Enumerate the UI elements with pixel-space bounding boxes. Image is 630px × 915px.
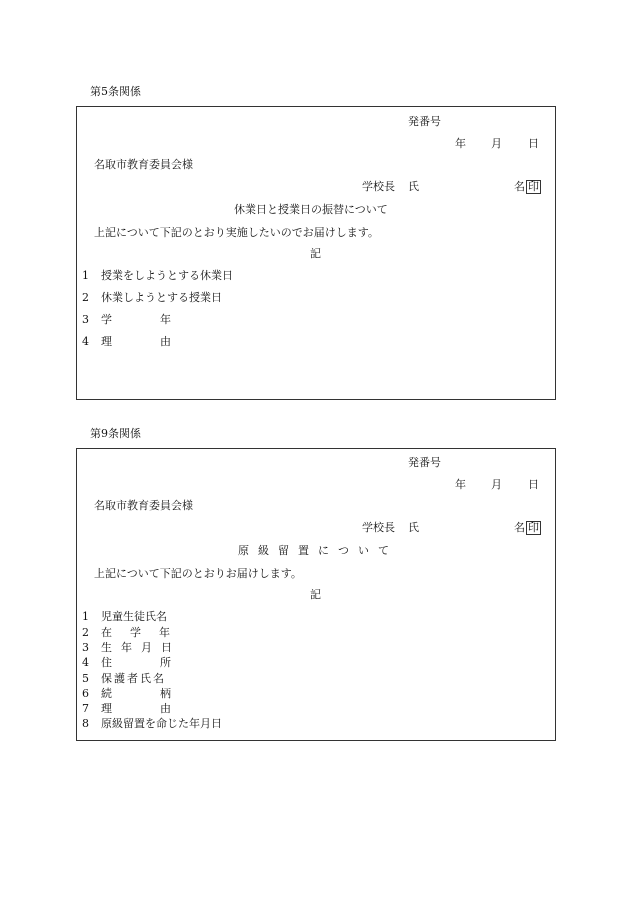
document-title [238, 545, 389, 556]
list-item [82, 642, 172, 653]
issue-number-label: 発番号 [408, 456, 441, 469]
ki-heading: 記 [310, 247, 321, 260]
principal-label: 学校長 [362, 180, 395, 193]
item-number: 7 [82, 702, 89, 715]
list-item [82, 270, 233, 281]
item-char: 柄 [160, 687, 171, 700]
title-char: い [358, 544, 369, 557]
body-text: 上記について下記のとおり実施したいのでお届けします。 [94, 226, 379, 239]
item-char: 所 [160, 656, 171, 669]
list-item [82, 657, 171, 668]
item-char: 住 [101, 656, 112, 669]
list-item [82, 718, 222, 729]
name-label-first: 氏 [408, 180, 419, 193]
name-label-second: 名 [514, 521, 525, 534]
item-label-b: 年 [160, 313, 171, 326]
name-seal-group [514, 180, 541, 194]
title-char: つ [338, 544, 349, 557]
date-year: 年 [455, 137, 466, 150]
list-item [82, 673, 164, 684]
section1-heading: 第5条関係 [90, 85, 141, 98]
item-char: 続 [101, 687, 112, 700]
title-char: 留 [278, 544, 289, 557]
issue-number-label: 発番号 [408, 115, 441, 128]
item-char: 日 [161, 641, 172, 654]
item-number: 2 [82, 291, 89, 304]
item-label: 原級留置を命じた年月日 [101, 717, 222, 730]
date-year: 年 [455, 478, 466, 491]
section2-heading: 第9条関係 [90, 427, 141, 440]
list-item [82, 314, 171, 325]
date-day: 日 [528, 478, 539, 491]
title-char: 置 [298, 544, 309, 557]
list-item [82, 611, 167, 622]
list-item [82, 703, 171, 714]
item-char: 名 [153, 672, 164, 685]
item-number: 8 [82, 717, 89, 730]
item-label-b: 由 [160, 335, 171, 348]
item-number: 1 [82, 269, 89, 282]
date-day: 日 [528, 137, 539, 150]
date-month: 月 [491, 478, 502, 491]
item-char: 年 [121, 641, 132, 654]
item-number: 5 [82, 672, 89, 685]
item-label: 児童生徒氏名 [101, 610, 167, 623]
item-number: 3 [82, 313, 89, 326]
item-label: 授業をしようとする休業日 [101, 269, 233, 282]
item-char: 年 [159, 626, 170, 639]
item-char: 理 [101, 702, 112, 715]
item-label-a: 理 [101, 335, 112, 348]
item-char: 者 [127, 672, 138, 685]
item-label: 休業しようとする授業日 [101, 291, 222, 304]
addressee: 名取市教育委員会様 [94, 499, 193, 512]
list-item [82, 292, 222, 303]
item-number: 6 [82, 687, 89, 700]
seal-mark: 印 [528, 180, 539, 193]
date-month: 月 [491, 137, 502, 150]
item-char: 学 [130, 626, 141, 639]
item-number: 2 [82, 626, 89, 639]
item-char: 月 [141, 641, 152, 654]
addressee: 名取市教育委員会様 [94, 158, 193, 171]
body-text: 上記について下記のとおりお届けします。 [94, 567, 302, 580]
name-label-first: 氏 [408, 521, 419, 534]
item-char: 生 [101, 641, 112, 654]
list-item [82, 688, 171, 699]
name-label-second: 名 [514, 180, 525, 193]
ki-heading: 記 [310, 588, 321, 601]
name-seal-group [514, 521, 541, 535]
item-char: 護 [114, 672, 125, 685]
item-number: 4 [82, 335, 89, 348]
seal-mark: 印 [528, 521, 539, 534]
list-item [82, 336, 171, 347]
title-char: に [318, 544, 329, 557]
list-item [82, 627, 170, 638]
item-label-a: 学 [101, 313, 112, 326]
item-number: 1 [82, 610, 89, 623]
principal-label: 学校長 [362, 521, 395, 534]
item-char: 保 [101, 672, 112, 685]
title-char: て [378, 544, 389, 557]
item-number: 4 [82, 656, 89, 669]
item-number: 3 [82, 641, 89, 654]
document-title: 休業日と授業日の振替について [234, 203, 388, 216]
item-char: 氏 [140, 672, 151, 685]
item-char: 在 [101, 626, 112, 639]
item-char: 由 [160, 702, 171, 715]
title-char: 級 [258, 544, 269, 557]
title-char: 原 [238, 544, 249, 557]
